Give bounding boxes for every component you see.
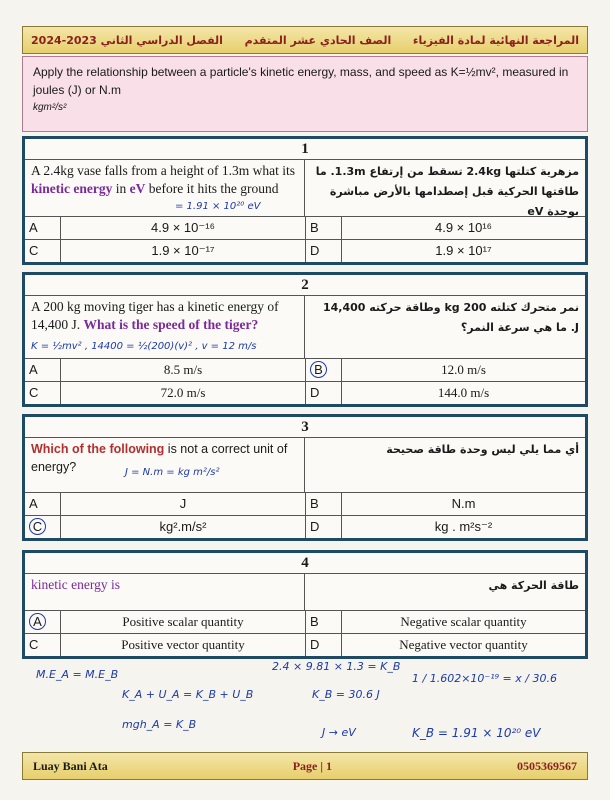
scratch-line-2: K_A + U_A = K_B + U_B — [122, 688, 254, 701]
option-b[interactable]: B 12.0 m/s — [305, 359, 585, 381]
question-text-ar: أي مما يلي ليس وحدة طاقة صحيحة — [386, 443, 579, 456]
question-number: 3 — [25, 417, 585, 438]
scratch-work — [22, 652, 588, 748]
footer-phone: 0505369567 — [516, 758, 577, 773]
option-c[interactable]: C 72.0 m/s — [25, 382, 305, 404]
question-text-en: Which of the following is not a correct unit of energy? J = N.m = kg m²/s² — [25, 438, 305, 492]
scratch-calc-2: K_B = 30.6 J — [312, 688, 380, 701]
selected-answer-circle: C — [29, 518, 46, 535]
option-d[interactable]: D 144.0 m/s — [305, 382, 585, 404]
footer-author: Luay Bani Ata — [33, 758, 108, 773]
header-grade: الصف الحادي عشر المتقدم — [244, 33, 392, 47]
question-3 — [22, 414, 588, 541]
option-c[interactable]: C 1.9 × 10⁻¹⁷ — [25, 240, 305, 262]
question-2 — [22, 272, 588, 407]
option-c[interactable]: C kg².m/s² — [25, 516, 305, 538]
question-1 — [22, 136, 588, 265]
option-d[interactable]: D 1.9 × 10¹⁷ — [305, 240, 585, 262]
intro-unit: kgm²/s² — [33, 102, 67, 113]
intro-text: Apply the relationship between a particle's kinetic energy, mass, and speed as K=½mv², measured in joules (J) or N.m — [33, 65, 569, 97]
scratch-units: J → eV — [322, 726, 356, 739]
worksheet-page — [22, 26, 588, 780]
option-b[interactable]: B Negative scalar quantity — [305, 611, 585, 633]
option-c[interactable]: C Positive vector quantity — [25, 634, 305, 656]
question-text-en: A 2.4kg vase falls from a height of 1.3m what its kinetic energy in eV before it hits the ground = 1.91 × 10²⁰ eV — [25, 160, 305, 216]
scratch-line-3: mgh_A = K_B — [122, 718, 197, 731]
option-a[interactable]: A 8.5 m/s — [25, 359, 305, 381]
footer-page: Page | 1 — [292, 758, 332, 773]
scratch-conversion: 1 / 1.602×10⁻¹⁹ = x / 30.6 — [412, 672, 557, 685]
header-term: الفصل الدراسي الثاني 2023-2024 — [31, 33, 223, 47]
question-text-ar: طاقة الحركة هي — [488, 579, 579, 592]
option-a[interactable]: A J — [25, 493, 305, 515]
option-b[interactable]: B 4.9 × 10¹⁶ — [305, 217, 585, 239]
intro-box — [22, 56, 588, 132]
option-b[interactable]: B N.m — [305, 493, 585, 515]
scratch-line-1: M.E_A = M.E_B — [36, 668, 119, 681]
question-number: 4 — [25, 553, 585, 574]
question-text-en: kinetic energy is — [25, 574, 305, 610]
handwritten-work: J = N.m = kg m²/s² — [125, 467, 220, 478]
question-text-ar: مزهرية كتلتها 2.4kg تسقط من إرتفاع 1.3m. ما طاقتها الحركية قبل إصطدامها بالأرض مباشرة بوحدة eV — [315, 165, 579, 218]
question-4 — [22, 550, 588, 659]
header-subject: المراجعة النهائية لمادة الفيزياء — [412, 33, 579, 47]
footer-bar — [22, 752, 588, 780]
option-d[interactable]: D Negative vector quantity — [305, 634, 585, 656]
selected-answer-circle: B — [310, 361, 327, 378]
header-bar — [22, 26, 588, 54]
question-number: 2 — [25, 275, 585, 296]
selected-answer-circle: A — [29, 613, 46, 630]
handwritten-work: K = ½mv² , 14400 = ½(200)(v)² , v = 12 m/s — [31, 341, 257, 352]
handwritten-answer: = 1.91 × 10²⁰ eV — [175, 201, 261, 212]
question-text-ar: نمر متحرك كتلته 200 kg وطاقة حركته 14,400 J. ما هي سرعة النمر؟ — [322, 301, 579, 334]
option-a[interactable]: A 4.9 × 10⁻¹⁶ — [25, 217, 305, 239]
option-a[interactable]: A Positive scalar quantity — [25, 611, 305, 633]
scratch-calc-1: 2.4 × 9.81 × 1.3 = K_B — [272, 660, 401, 673]
question-number: 1 — [25, 139, 585, 160]
option-d[interactable]: D kg . m²s⁻² — [305, 516, 585, 538]
scratch-result: K_B = 1.91 × 10²⁰ eV — [412, 726, 541, 740]
question-text-en: A 200 kg moving tiger has a kinetic energy of 14,400 J. What is the speed of the tiger? K = ½mv² , 14400 = ½(200)(v)² , v = 12 m/s — [25, 296, 305, 358]
